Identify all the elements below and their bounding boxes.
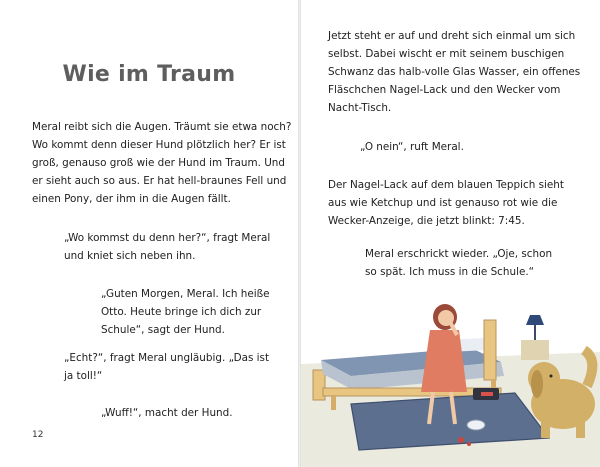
page-number: 12	[32, 430, 44, 440]
nightstand-lamp	[521, 315, 549, 360]
right-page	[301, 0, 600, 467]
right-paragraph-2: „O nein“, ruft Meral.	[360, 141, 464, 153]
left-paragraph-1: Meral reibt sich die Augen. Träumt sie etwa noch? Wo kommt denn dieser Hund plötzlich her? Er ist groß, genauso groß wie der Hund im Traum. Und er sieht auch so aus. Er hat hell-braunes Fell und einen Pony, der ihm in die Augen fällt.	[32, 121, 292, 205]
left-paragraph-4: „Echt?“, fragt Meral ungläubig. „Das ist ja toll!“	[64, 352, 270, 382]
left-page	[0, 0, 298, 467]
left-paragraph-5: „Wuff!“, macht der Hund.	[101, 407, 233, 419]
right-paragraph-1: Jetzt steht er auf und dreht sich einmal um sich selbst. Dabei wischt er mit seinem buschigen Schwanz das halb-volle Glas Wasser, ein offenes Fläschchen Nagel-Lack und den Wecker vom Nacht-Tisch.	[328, 30, 581, 114]
left-paragraph-2: „Wo kommst du denn her?“, fragt Meral und kniet sich neben ihn.	[64, 232, 271, 262]
left-paragraph-3: „Guten Morgen, Meral. Ich heiße Otto. Heute bringe ich dich zur Schule“, sagt der Hund.	[101, 288, 270, 336]
chapter-title: Wie im Traum	[62, 62, 236, 87]
bedroom-illustration	[301, 290, 600, 467]
right-paragraph-4: Meral erschrickt wieder. „Oje, schon so spät. Ich muss in die Schule.“	[365, 248, 553, 278]
right-paragraph-3: Der Nagel-Lack auf dem blauen Teppich sieht aus wie Ketchup und ist genauso rot wie die Wecker-Anzeige, die jetzt blinkt: 7:45.	[328, 179, 564, 227]
